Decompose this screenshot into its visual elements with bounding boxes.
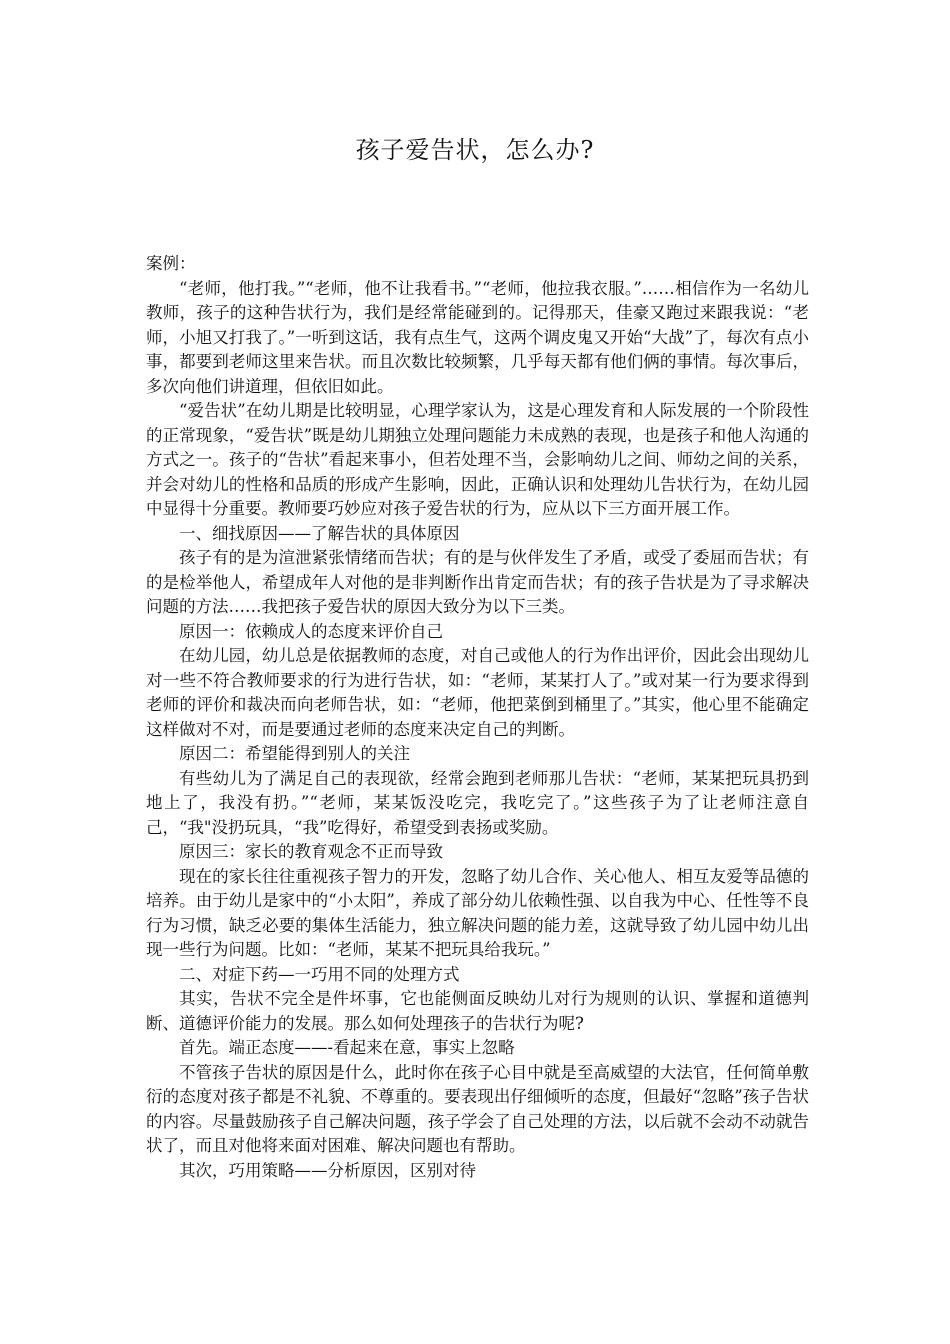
paragraph-reason-3: 现在的家长往往重视孩子智力的开发，忽略了幼儿合作、关心他人、相互友爱等品德的培养。由于幼儿是家中的“小太阳”，养成了部分幼儿依赖性强、以自我为中心、任性等不良行为习惯，缺乏必要的集体生活能力，独立解决问题的能力差，这就导致了幼儿园中幼儿出现一些行为问题。比如：“老师，某某不把玩具给我玩。” — [146, 866, 809, 959]
section-heading-2: 二、对症下药—一巧用不同的处理方式 — [179, 964, 460, 984]
subheading-reason-3: 原因三：家长的教育观念不正而导致 — [179, 842, 443, 861]
section-heading-1: 一、细找原因——了解告状的具体原因 — [179, 523, 460, 543]
paragraph-handling: 其实，告状不完全是件坏事，它也能侧面反映幼儿对行为规则的认识、掌握和道德判断、道德评价能力的发展。那么如何处理孩子的告状行为呢? — [146, 989, 809, 1033]
subheading-reason-1: 原因一：依赖成人的态度来评价自己 — [179, 621, 443, 641]
case-label: 案例： — [146, 254, 196, 273]
subheading-second: 其次，巧用策略——分析原因，区别对待 — [179, 1160, 476, 1180]
paragraph-reason-1: 在幼儿园，幼儿总是依据教师的态度，对自己或他人的行为作出评价，因此会出现幼儿对一些不符合教师要求的行为进行告状，如：“老师，某某打人了。”或对某一行为要求得到老师的评价和裁决而向老师告状，如：“老师，他把菜倒到桶里了。”其实，他心里不能确定这样做对不对，而是要通过老师的态度来决定自己的判断。 — [146, 646, 809, 739]
paragraph-reasons: 孩子有的是为渲泄紧张情绪而告状；有的是与伙伴发生了矛盾，或受了委屈而告状；有的是检举他人，希望成年人对他的是非判断作出肯定而告状；有的孩子告状是为了寻求解决问题的方法……我把孩子爱告状的原因大致分为以下三类。 — [146, 548, 809, 616]
paragraph-reason-2: 有些幼儿为了满足自己的表现欲，经常会跑到老师那儿告状：“老师，某某把玩具扔到地上了，我没有扔。”“老师，某某饭没吃完，我吃完了。”这些孩子为了让老师注意自己，“我"没扔玩具，“我”吃得好，希望受到表扬或奖励。 — [146, 768, 809, 837]
document-title: 孩子爱告状，怎么办? — [355, 136, 595, 164]
subheading-first: 首先。端正态度——-看起来在意，事实上忽略 — [179, 1038, 515, 1057]
document-body — [146, 252, 809, 1183]
paragraph-overview: “爱告状”在幼儿期是比较明显，心理学家认为，这是心理发育和人际发展的一个阶段性的正常现象，“爱告状”既是幼儿期独立处理问题能力未成熟的表现，也是孩子和他人沟通的方式之一。孩子的“告状”看起来事小，但若处理不当，会影响幼儿之间、师幼之间的关系，并会对幼儿的性格和品质的形成产生影响，因此，正确认识和处理幼儿告状行为，在幼儿园中显得十分重要。教师要巧妙应对孩子爱告状的行为，应从以下三方面开展工作。 — [146, 401, 809, 518]
subheading-reason-2: 原因二：希望能得到别人的关注 — [179, 744, 410, 763]
paragraph-intro-case: “老师，他打我。”“老师，他不让我看书。”“老师，他拉我衣服。”……相信作为一名幼儿教师，孩子的这种告状行为，我们是经常能碰到的。记得那天，佳豪又跑过来跟我说：“老师，小旭又打我了。”一听到这话，我有点生气，这两个调皮鬼又开始“大战”了，每次有点小事，都要到老师这里来告状。而且次数比较频繁，几乎每天都有他们俩的事情。每次事后，多次向他们讲道理，但依旧如此。 — [146, 278, 809, 396]
paragraph-first: 不管孩子告状的原因是什么，此时你在孩子心目中就是至高威望的大法官，任何简单敷衍的态度对孩子都是不礼貌、不尊重的。要表现出仔细倾听的态度，但最好“忽略”孩子告状的内容。尽量鼓励孩子自己解决问题，孩子学会了自己处理的方法，以后就不会动不动就告状了，而且对他将来面对困难、解决问题也有帮助。 — [146, 1062, 809, 1155]
